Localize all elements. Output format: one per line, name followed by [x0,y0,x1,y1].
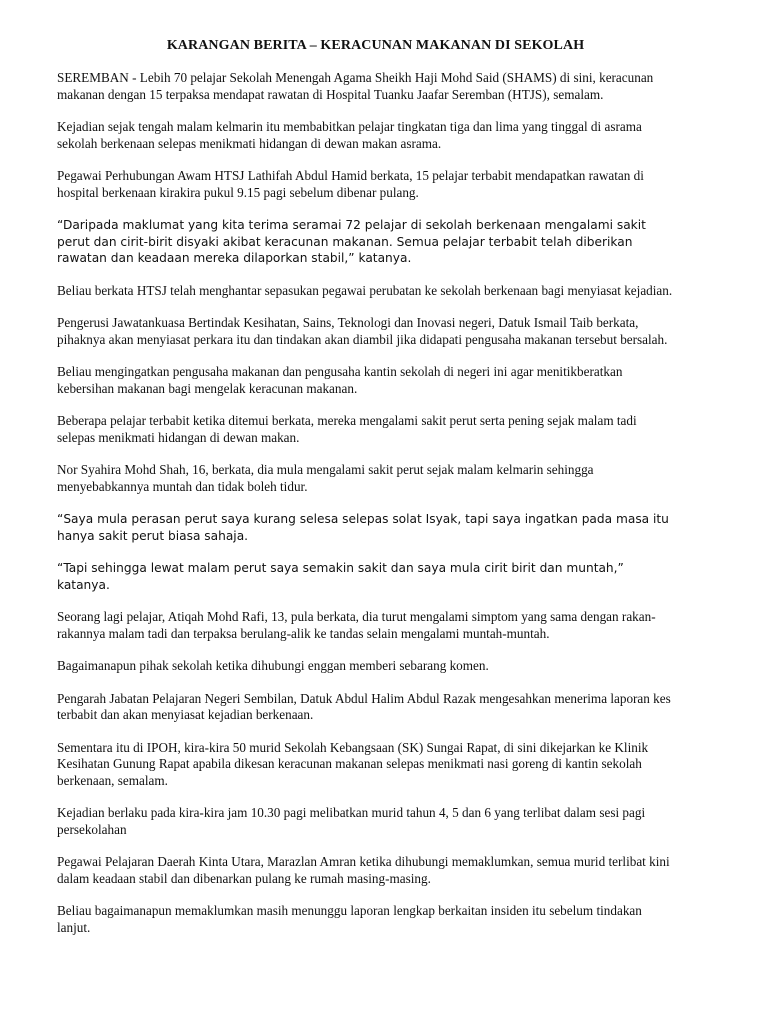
article-paragraph: Pengarah Jabatan Pelajaran Negeri Sembilan, Datuk Abdul Halim Abdul Razak mengesahkan menerima laporan kes terbabit dan akan menyiasat kejadian berkenaan. [57,690,671,722]
article-paragraph: Beliau mengingatkan pengusaha makanan dan pengusaha kantin sekolah di negeri ini agar menitikberatkan kebersihan makanan bagi mengelak keracunan makanan. [57,364,623,396]
document-title: KARANGAN BERITA – KERACUNAN MAKANAN DI SEKOLAH [166,38,585,53]
article-paragraph: Beliau berkata HTSJ telah menghantar sepasukan pegawai perubatan ke sekolah berkenaan bagi menyiasat kejadian. [57,282,673,298]
article-paragraph: “Daripada maklumat yang kita terima seramai 72 pelajar di sekolah berkenaan mengalami sakit perut dan cirit-birit disyaki akibat keracunan makanan. Semua pelajar terbabit telah diberikan rawatan dan keadaan mereka dilaporkan stabil,” katanya. [57,218,646,265]
article-paragraph: Beberapa pelajar terbabit ketika ditemui berkata, mereka mengalami sakit perut serta pening sejak malam tadi selepas menikmati hidangan di dewan makan. [57,413,637,445]
article-paragraph: Kejadian berlaku pada kira-kira jam 10.30 pagi melibatkan murid tahun 4, 5 dan 6 yang terlibat dalam sesi pagi persekolahan [57,805,646,837]
article-paragraph: Beliau bagaimanapun memaklumkan masih menunggu laporan lengkap berkaitan insiden itu sebelum tindakan lanjut. [57,903,642,935]
article-paragraph: Pegawai Perhubungan Awam HTSJ Lathifah Abdul Hamid berkata, 15 pelajar terbabit mendapatkan rawatan di hospital berkenaan kirakira pukul 9.15 pagi sebelum dibenar pulang. [57,168,644,200]
article-paragraph: SEREMBAN - Lebih 70 pelajar Sekolah Menengah Agama Sheikh Haji Mohd Said (SHAMS) di sini, keracunan makanan dengan 15 terpaksa mendapat rawatan di Hospital Tuanku Jaafar Seremban (HTJS), semalam. [57,70,654,102]
article-paragraph: Pegawai Pelajaran Daerah Kinta Utara, Marazlan Amran ketika dihubungi memaklumkan, semua murid terlibat kini dalam keadaan stabil dan dibenarkan pulang ke rumah masing-masing. [57,854,670,886]
article-paragraph: Bagaimanapun pihak sekolah ketika dihubungi enggan memberi sebarang komen. [57,658,489,673]
article-paragraph: Seorang lagi pelajar, Atiqah Mohd Rafi, 13, pula berkata, dia turut mengalami simptom yang sama dengan rakan-rakannya malam tadi dan terpaksa berulang-alik ke tandas selain mengalami muntah-muntah. [57,609,656,641]
article-paragraph: “Tapi sehingga lewat malam perut saya semakin sakit dan saya mula cirit birit dan muntah,” katanya. [57,561,624,592]
article-body [57,70,674,936]
article-paragraph: Kejadian sejak tengah malam kelmarin itu membabitkan pelajar tingkatan tiga dan lima yang tinggal di asrama sekolah berkenaan selepas menikmati hidangan di dewan makan asrama. [57,119,642,151]
article-paragraph: Nor Syahira Mohd Shah, 16, berkata, dia mula mengalami sakit perut sejak malam kelmarin sehingga menyebabkannya muntah dan tidak boleh tidur. [57,462,594,494]
article-paragraph: “Saya mula perasan perut saya kurang selesa selepas solat Isyak, tapi saya ingatkan pada masa itu hanya sakit perut biasa sahaja. [57,512,669,543]
article-paragraph: Pengerusi Jawatankuasa Bertindak Kesihatan, Sains, Teknologi dan Inovasi negeri, Datuk Ismail Taib berkata, pihaknya akan menyiasat perkara itu dan tindakan akan diambil jika didapati pengusaha makanan tersebut bersalah. [57,315,668,347]
article-paragraph: Sementara itu di IPOH, kira-kira 50 murid Sekolah Kebangsaan (SK) Sungai Rapat, di sini dikejarkan ke Klinik Kesihatan Gunung Rapat apabila dikesan keracunan makanan selepas menikmati nasi goreng di kantin sekolah berkenaan, semalam. [57,739,649,788]
